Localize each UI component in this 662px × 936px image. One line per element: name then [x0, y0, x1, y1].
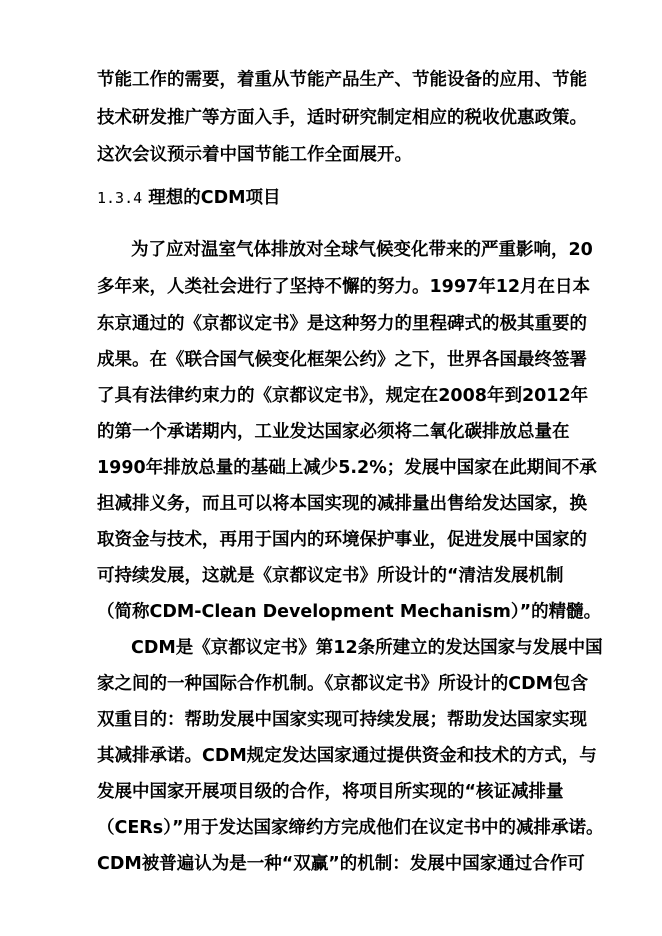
para2-line-1: 为了应对温室气体排放对全球气候变化带来的严重影响，20 [131, 240, 593, 260]
para1-line-1: 节能工作的需要，着重从节能产品生产、节能设备的应用、节能 [97, 70, 587, 90]
para2-line-10: 可持续发展，这就是《京都议定书》所设计的“清洁发展机制 [97, 566, 564, 586]
para2-line-5: 了具有法律约束力的《京都议定书》，规定在2008年到2012年 [97, 386, 589, 406]
section-number: 1.3.4 [97, 189, 143, 207]
para2-line-11: （简称CDM-Clean Development Mechanism）”的精髓。 [97, 602, 602, 622]
para2-line-8: 担减排义务，而且可以将本国实现的减排量出售给发达国家，换 [97, 494, 587, 514]
para3-line-5: 发展中国家开展项目级的合作，将项目所实现的“核证减排量 [97, 782, 564, 802]
para2-line-2: 多年来，人类社会进行了坚持不懈的努力。1997年12月在日本 [97, 277, 591, 297]
para2-line-3: 东京通过的《京都议定书》是这种努力的里程碑式的极其重要的 [97, 314, 587, 334]
para2-line-9: 取资金与技术，再用于国内的环境保护事业，促进发展中国家的 [97, 530, 587, 550]
para2-line-7: 1990年排放总量的基础上减少5.2%；发展中国家在此期间不承 [97, 458, 597, 478]
para2-line-4: 成果。在《联合国气候变化框架公约》之下，世界各国最终签署 [97, 350, 587, 370]
para3-line-1: CDM是《京都议定书》第12条所建立的发达国家与发展中国 [131, 638, 603, 658]
para3-line-2: 家之间的一种国际合作机制。《京都议定书》所设计的CDM包含 [97, 674, 589, 694]
section-title: 理想的CDM项目 [148, 188, 281, 208]
para3-line-6: （CERs）”用于发达国家缔约方完成他们在议定书中的减排承诺。 [97, 818, 604, 838]
para2-line-6: 的第一个承诺期内，工业发达国家必须将二氧化碳排放总量在 [97, 422, 570, 442]
para3-line-4: 其减排承诺。CDM规定发达国家通过提供资金和技术的方式，与 [97, 746, 597, 766]
section-heading [97, 186, 281, 210]
para1-line-2: 技术研发推广等方面入手，适时研究制定相应的税收优惠政策。 [97, 108, 587, 128]
para1-line-3: 这次会议预示着中国节能工作全面展开。 [97, 145, 412, 165]
para3-line-3: 双重目的：帮助发展中国家实现可持续发展；帮助发达国家实现 [97, 710, 587, 730]
para3-line-7: CDM被普遍认为是一种“双赢”的机制：发展中国家通过合作可 [97, 854, 585, 874]
